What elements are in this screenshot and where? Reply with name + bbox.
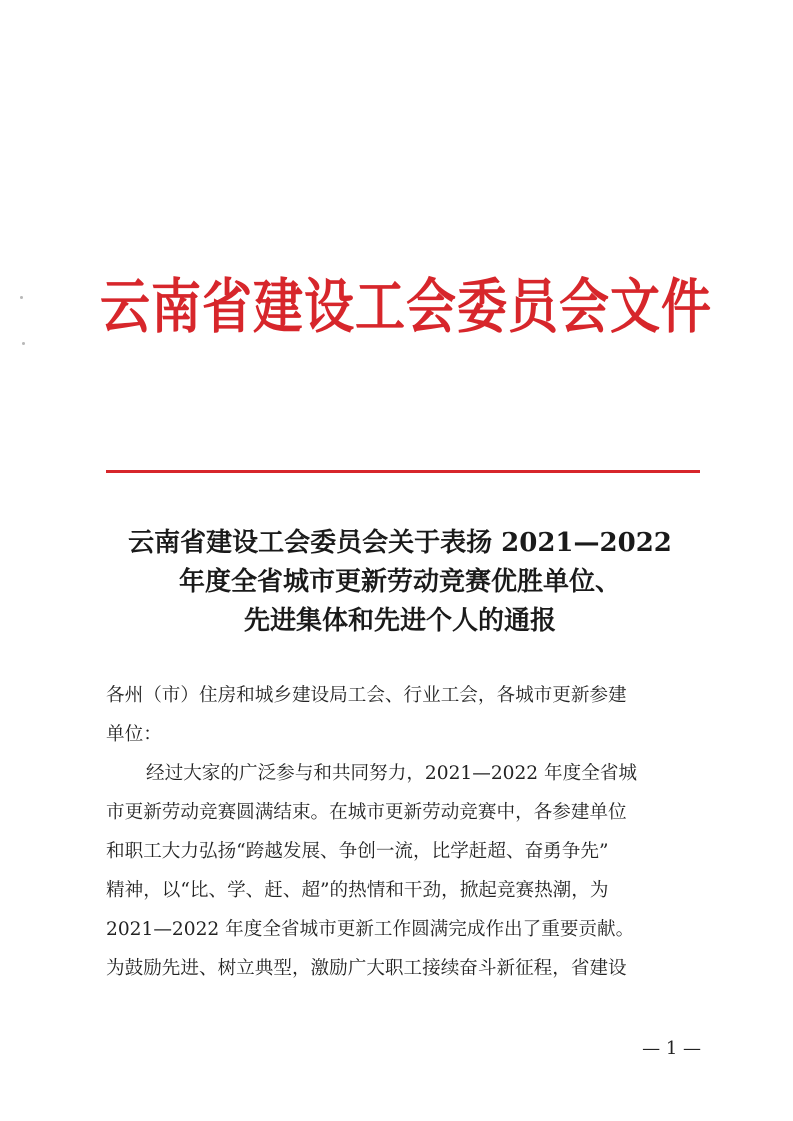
scan-speck [20, 296, 23, 299]
body-paragraph-line: 和职工大力弘扬“跨越发展、争创一流，比学赶超、奋勇争先” [106, 841, 609, 862]
masthead-red-rule [106, 470, 700, 473]
body-paragraph-line: 精神，以“比、学、赶、超”的热情和干劲，掀起竞赛热潮，为 [106, 880, 609, 901]
notice-title [80, 524, 720, 641]
body-paragraph-line: 经过大家的广泛参与和共同努力，2021—2022 年度全省城 [146, 763, 638, 784]
notice-title-line: 先进集体和先进个人的通报 [243, 606, 556, 636]
notice-title-line: 云南省建设工会委员会关于表扬 2021—2022 [128, 528, 672, 558]
notice-body [106, 676, 706, 988]
body-paragraph-line: 为鼓励先进、树立典型，激励广大职工接续奋斗新征程，省建设 [106, 958, 627, 979]
addressee-line: 各州（市）住房和城乡建设局工会、行业工会，各城市更新参建 [106, 685, 627, 706]
masthead-title: 云南省建设工会委员会文件 [100, 272, 712, 342]
body-paragraph-line: 市更新劳动竞赛圆满结束。在城市更新劳动竞赛中，各参建单位 [106, 802, 627, 823]
notice-title-line: 年度全省城市更新劳动竞赛优胜单位、 [178, 567, 621, 597]
body-paragraph-line: 2021—2022 年度全省城市更新工作圆满完成作出了重要贡献。 [106, 919, 635, 940]
addressee-line: 单位： [106, 724, 162, 745]
scan-speck [22, 342, 25, 345]
page-number: — 1 — [642, 1038, 701, 1059]
